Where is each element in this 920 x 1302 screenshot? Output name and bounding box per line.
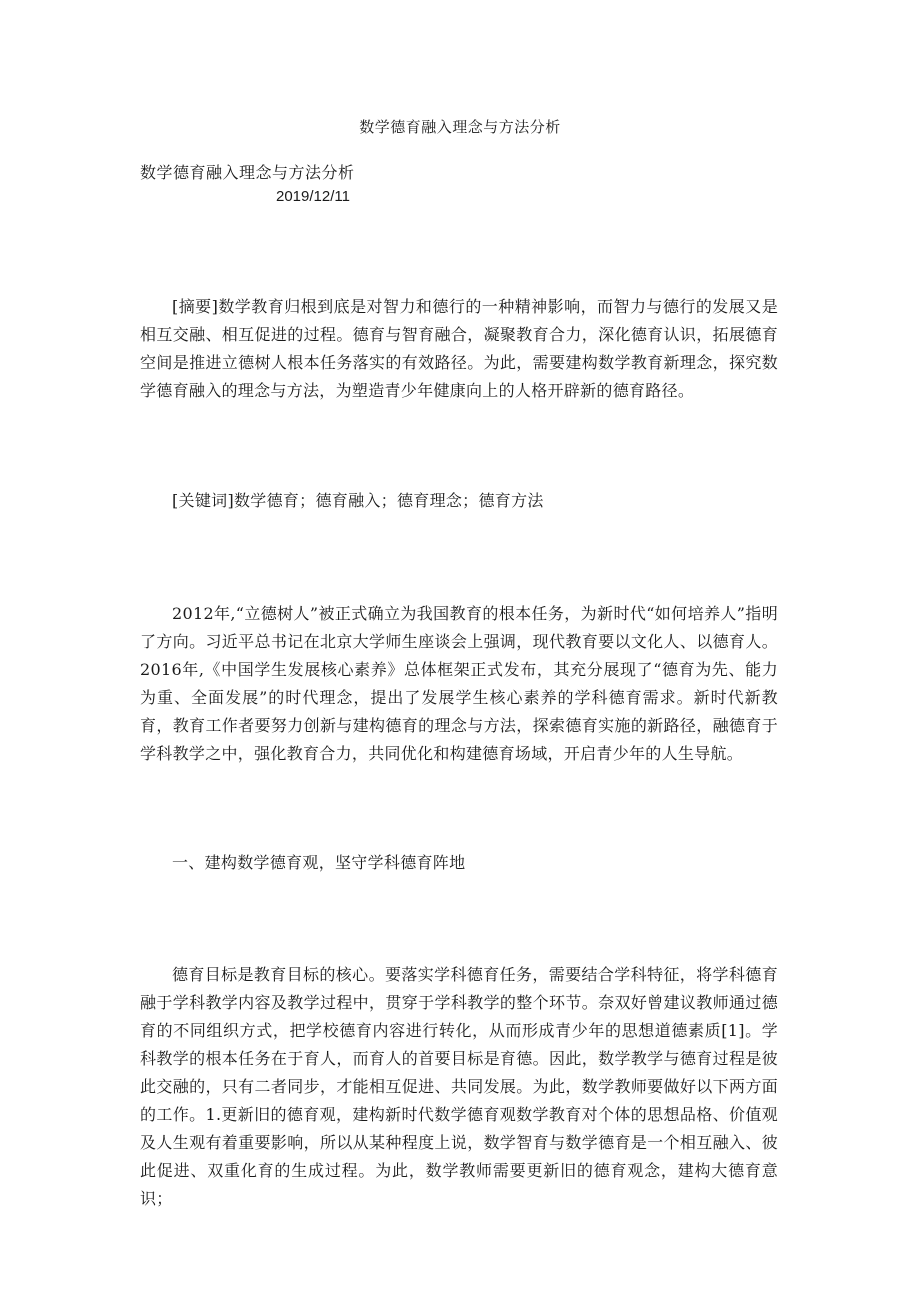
section-1-paragraph: 德育目标是教育目标的核心。要落实学科德育任务，需要结合学科特征，将学科德育融于学科教学内容及教学过程中，贯穿于学科教学的整个环节。奈双好曾建议教师通过德育的不同组织方式，把学校德育内容进行转化，从而形成青少年的思想道德素质[1]。学科教学的根本任务在于育人，而育人的首要目标是育德。因此，数学教学与德育过程是彼此交融的，只有二者同步，才能相互促进、共同发展。为此，数学教师要做好以下两方面的工作。1.更新旧的德育观，建构新时代数学德育观数学教育对个体的思想品格、价值观及人生观有着重要影响，所以从某种程度上说，数学智育与数学德育是一个相互融入、彼此促进、双重化育的生成过程。为此，数学教师需要更新旧的德育观念，建构大德育意识； [140, 965, 778, 1208]
article-title: 数学德育融入理念与方法分析 [140, 163, 355, 182]
abstract-paragraph: [摘要]数学教育归根到底是对智力和德行的一种精神影响，而智力与德行的发展又是相互交融、相互促进的过程。德育与智育融合，凝聚教育合力，深化德育认识，拓展德育空间是推进立德树人根本任务落实的有效路径。为此，需要建构数学教育新理念，探究数学德育融入的理念与方法，为塑造青少年健康向上的人格开辟新的德育路径。 [140, 297, 778, 400]
document-title: 数学德育融入理念与方法分析 [359, 118, 561, 136]
intro-paragraph: 2012年,“立德树人”被正式确立为我国教育的根本任务，为新时代“如何培养人”指明了方向。习近平总书记在北京大学师生座谈会上强调，现代教育要以文化人、以德育人。2016年,《中国学生发展核心素养》总体框架正式发布，其充分展现了“德育为先、能力为重、全面发展”的时代理念，提出了发展学生核心素养的学科德育需求。新时代新教育，教育工作者要努力创新与建构德育的理念与方法，探索德育实施的新路径，融德育于学科教学之中，强化教育合力，共同优化和构建德育场域，开启青少年的人生导航。 [140, 604, 778, 763]
publish-date: 2019/12/11 [276, 188, 350, 205]
section-heading-1: 一、建构数学德育观，坚守学科德育阵地 [172, 853, 466, 872]
keywords-paragraph: [关键词]数学德育；德育融入；德育理念；德育方法 [172, 491, 544, 510]
